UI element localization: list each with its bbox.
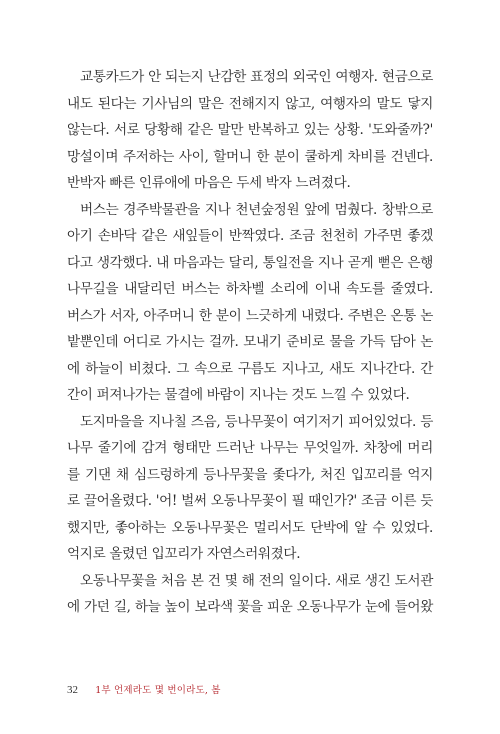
text-line: 도지마을을 지나칠 즈음, 등나무꽃이 여기저기 피어있었다. 등 <box>80 413 433 430</box>
text-line: 를 기댄 채 심드렁하게 등나무꽃을 좇다가, 처진 입꼬리를 억지 <box>67 466 433 483</box>
text-line: 에 하늘이 비쳤다. 그 속으로 구름도 지나고, 새도 지나간다. 간 <box>67 360 433 377</box>
text-line: 않는다. 서로 당황해 같은 말만 반복하고 있는 상황. '도와줄까?' <box>67 122 433 138</box>
text-line: 밭뿐인데 어디로 가시는 걸까. 모내기 준비로 물을 가득 담아 논 <box>67 334 433 350</box>
page-number: 32 <box>67 684 78 696</box>
text-line: 내도 된다는 기사님의 말은 전해지지 않고, 여행자의 말도 닿지 <box>67 95 433 112</box>
text-line: 오동나무꽃을 처음 본 건 몇 해 전의 일이다. 새로 생긴 도서관 <box>80 572 433 589</box>
text-line: 간이 퍼져나가는 물결에 바람이 지나는 것도 느낄 수 있었다. <box>67 387 410 403</box>
text-line: 아기 손바닥 같은 새잎들이 반짝였다. 조금 천천히 가주면 좋겠 <box>67 228 433 244</box>
text-line: 반박자 빠른 인류애에 마음은 두세 박자 느려졌다. <box>67 175 351 191</box>
text-line: 버스는 경주박물관을 지나 천년숲정원 앞에 멈췄다. 창밖으로 <box>80 201 433 218</box>
running-head: 1부 언제라도 몇 번이라도, 봄 <box>95 685 221 696</box>
text-line: 교통카드가 안 되는지 난감한 표정의 외국인 여행자. 현금으로 <box>80 69 433 85</box>
text-line: 나무 줄기에 감겨 형태만 드러난 나무는 무엇일까. 차창에 머리 <box>67 440 433 456</box>
text-line: 에 가던 길, 하늘 높이 보라색 꽃을 피운 오동나무가 눈에 들어왔 <box>67 599 433 615</box>
body-text <box>67 64 433 621</box>
page-footer <box>67 683 221 698</box>
text-line: 버스가 서자, 아주머니 한 분이 느긋하게 내렸다. 주변은 온통 논 <box>67 307 433 324</box>
text-line: 망설이며 주저하는 사이, 할머니 한 분이 쿨하게 차비를 건넨다. <box>67 148 433 165</box>
text-line: 다고 생각했다. 내 마음과는 달리, 통일전을 지나 곧게 뻗은 은행 <box>67 254 433 271</box>
text-line: 로 끌어올렸다. '어! 벌써 오동나무꽃이 필 때인가?' 조금 이른 듯 <box>67 493 433 509</box>
text-line: 나무길을 내달리던 버스는 하차벨 소리에 이내 속도를 줄였다. <box>67 281 433 297</box>
text-line: 했지만, 좋아하는 오동나무꽃은 멀리서도 단박에 알 수 있었다. <box>67 519 433 536</box>
text-line: 억지로 올렸던 입꼬리가 자연스러워졌다. <box>67 546 301 562</box>
